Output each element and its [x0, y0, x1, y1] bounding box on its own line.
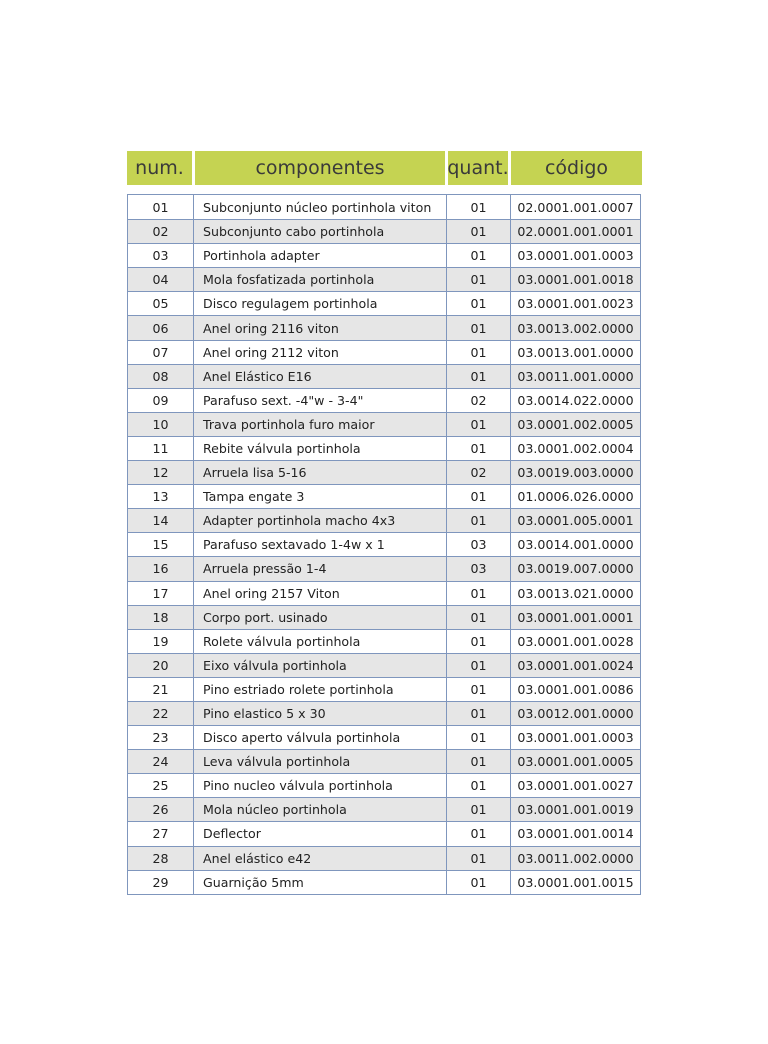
row-quant: 01 — [447, 316, 511, 339]
row-num: 07 — [128, 341, 194, 364]
row-componente: Mola fosfatizada portinhola — [194, 268, 447, 291]
row-componente: Anel oring 2116 viton — [194, 316, 447, 339]
table-row — [128, 267, 640, 291]
row-componente: Anel oring 2112 viton — [194, 341, 447, 364]
row-quant: 01 — [447, 774, 511, 797]
row-codigo: 03.0001.001.0005 — [517, 754, 634, 770]
row-quant: 01 — [447, 847, 511, 870]
row-codigo: 03.0001.001.0024 — [517, 657, 634, 673]
row-quant: 01 — [447, 606, 511, 629]
row-quant: 01 — [447, 871, 511, 894]
table-row — [128, 701, 640, 725]
table-row — [128, 364, 640, 388]
row-quant: 01 — [447, 654, 511, 677]
table-row — [128, 484, 640, 508]
row-quant: 01 — [447, 726, 511, 749]
header-quant: quant. — [448, 151, 508, 185]
row-quant: 02 — [447, 461, 511, 484]
table-row — [128, 725, 640, 749]
table-row — [128, 508, 640, 532]
row-componente: Arruela lisa 5-16 — [194, 461, 447, 484]
row-num: 14 — [128, 509, 194, 532]
header-num: num. — [127, 151, 192, 185]
row-componente: Corpo port. usinado — [194, 606, 447, 629]
row-codigo: 03.0013.001.0000 — [517, 344, 634, 360]
row-num: 13 — [128, 485, 194, 508]
row-quant: 01 — [447, 678, 511, 701]
row-num: 03 — [128, 244, 194, 267]
row-quant: 01 — [447, 268, 511, 291]
row-componente: Rolete válvula portinhola — [194, 630, 447, 653]
row-num: 09 — [128, 389, 194, 412]
row-quant: 01 — [447, 509, 511, 532]
row-componente: Parafuso sext. -4"w - 3-4" — [194, 389, 447, 412]
row-codigo: 03.0001.001.0023 — [517, 296, 634, 312]
row-num: 27 — [128, 822, 194, 845]
row-componente: Arruela pressão 1-4 — [194, 557, 447, 580]
row-num: 18 — [128, 606, 194, 629]
row-codigo: 02.0001.001.0007 — [517, 199, 634, 215]
row-quant: 01 — [447, 750, 511, 773]
row-componente: Trava portinhola furo maior — [194, 413, 447, 436]
row-componente: Parafuso sextavado 1-4w x 1 — [194, 533, 447, 556]
row-num: 20 — [128, 654, 194, 677]
table-row — [128, 532, 640, 556]
row-componente: Anel elástico e42 — [194, 847, 447, 870]
row-codigo: 03.0019.007.0000 — [517, 561, 634, 577]
row-componente: Mola núcleo portinhola — [194, 798, 447, 821]
row-num: 12 — [128, 461, 194, 484]
row-codigo: 03.0001.002.0004 — [517, 440, 634, 456]
row-num: 04 — [128, 268, 194, 291]
table-row — [128, 315, 640, 339]
row-num: 02 — [128, 220, 194, 243]
row-componente: Disco aperto válvula portinhola — [194, 726, 447, 749]
row-componente: Portinhola adapter — [194, 244, 447, 267]
row-num: 21 — [128, 678, 194, 701]
row-num: 22 — [128, 702, 194, 725]
row-codigo: 03.0001.001.0001 — [517, 609, 634, 625]
row-componente: Adapter portinhola macho 4x3 — [194, 509, 447, 532]
table-row — [128, 773, 640, 797]
row-codigo: 03.0001.001.0003 — [517, 730, 634, 746]
row-num: 28 — [128, 847, 194, 870]
row-codigo: 03.0001.001.0014 — [517, 826, 634, 842]
row-componente: Tampa engate 3 — [194, 485, 447, 508]
row-codigo: 03.0013.002.0000 — [517, 320, 634, 336]
row-quant: 03 — [447, 557, 511, 580]
row-num: 17 — [128, 582, 194, 605]
row-codigo: 03.0011.002.0000 — [517, 850, 634, 866]
header-codigo: código — [511, 151, 642, 185]
table-row — [128, 436, 640, 460]
row-componente: Subconjunto cabo portinhola — [194, 220, 447, 243]
parts-table — [127, 194, 641, 895]
row-num: 10 — [128, 413, 194, 436]
row-codigo: 03.0001.001.0015 — [517, 874, 634, 890]
row-num: 19 — [128, 630, 194, 653]
row-quant: 01 — [447, 437, 511, 460]
row-componente: Rebite válvula portinhola — [194, 437, 447, 460]
table-row — [128, 243, 640, 267]
row-componente: Anel oring 2157 Viton — [194, 582, 447, 605]
row-quant: 01 — [447, 244, 511, 267]
row-quant: 01 — [447, 365, 511, 388]
row-componente: Pino elastico 5 x 30 — [194, 702, 447, 725]
row-codigo: 03.0001.002.0005 — [517, 416, 634, 432]
row-codigo: 03.0014.001.0000 — [517, 537, 634, 553]
header-componentes: componentes — [195, 151, 445, 185]
row-quant: 01 — [447, 413, 511, 436]
row-componente: Eixo válvula portinhola — [194, 654, 447, 677]
row-codigo: 02.0001.001.0001 — [517, 224, 634, 240]
row-codigo: 03.0014.022.0000 — [517, 392, 634, 408]
table-row — [128, 581, 640, 605]
row-componente: Disco regulagem portinhola — [194, 292, 447, 315]
table-row — [128, 797, 640, 821]
table-row — [128, 219, 640, 243]
row-num: 29 — [128, 871, 194, 894]
row-num: 08 — [128, 365, 194, 388]
row-codigo: 03.0001.001.0086 — [517, 681, 634, 697]
row-quant: 01 — [447, 485, 511, 508]
row-codigo: 03.0013.021.0000 — [517, 585, 634, 601]
table-row — [128, 821, 640, 845]
row-componente: Anel Elástico E16 — [194, 365, 447, 388]
row-num: 15 — [128, 533, 194, 556]
table-row — [128, 556, 640, 580]
row-componente: Deflector — [194, 822, 447, 845]
row-codigo: 03.0001.001.0027 — [517, 778, 634, 794]
table-row — [128, 605, 640, 629]
row-num: 06 — [128, 316, 194, 339]
table-row — [128, 195, 640, 219]
table-row — [128, 653, 640, 677]
row-codigo: 01.0006.026.0000 — [517, 489, 634, 505]
row-codigo: 03.0011.001.0000 — [517, 368, 634, 384]
row-codigo: 03.0019.003.0000 — [517, 465, 634, 481]
row-quant: 01 — [447, 798, 511, 821]
table-header — [127, 151, 642, 185]
table-row — [128, 412, 640, 436]
table-row — [128, 846, 640, 870]
row-quant: 02 — [447, 389, 511, 412]
table-row — [128, 629, 640, 653]
table-row — [128, 291, 640, 315]
row-quant: 01 — [447, 702, 511, 725]
table-row — [128, 388, 640, 412]
row-componente: Pino nucleo válvula portinhola — [194, 774, 447, 797]
row-num: 26 — [128, 798, 194, 821]
table-row — [128, 749, 640, 773]
table-row — [128, 870, 640, 894]
row-quant: 01 — [447, 822, 511, 845]
row-num: 01 — [128, 195, 194, 219]
row-num: 05 — [128, 292, 194, 315]
row-quant: 01 — [447, 195, 511, 219]
row-num: 25 — [128, 774, 194, 797]
row-componente: Leva válvula portinhola — [194, 750, 447, 773]
row-quant: 03 — [447, 533, 511, 556]
table-row — [128, 677, 640, 701]
row-codigo: 03.0001.001.0019 — [517, 802, 634, 818]
row-quant: 01 — [447, 341, 511, 364]
row-componente: Guarnição 5mm — [194, 871, 447, 894]
row-quant: 01 — [447, 220, 511, 243]
row-codigo: 03.0001.001.0028 — [517, 633, 634, 649]
row-componente: Subconjunto núcleo portinhola viton — [194, 195, 447, 219]
row-num: 23 — [128, 726, 194, 749]
row-quant: 01 — [447, 292, 511, 315]
table-row — [128, 340, 640, 364]
row-quant: 01 — [447, 582, 511, 605]
row-quant: 01 — [447, 630, 511, 653]
row-num: 11 — [128, 437, 194, 460]
row-componente: Pino estriado rolete portinhola — [194, 678, 447, 701]
row-codigo: 03.0001.005.0001 — [517, 513, 634, 529]
row-num: 24 — [128, 750, 194, 773]
row-codigo: 03.0001.001.0018 — [517, 272, 634, 288]
row-num: 16 — [128, 557, 194, 580]
row-codigo: 03.0001.001.0003 — [517, 248, 634, 264]
table-row — [128, 460, 640, 484]
row-codigo: 03.0012.001.0000 — [517, 706, 634, 722]
